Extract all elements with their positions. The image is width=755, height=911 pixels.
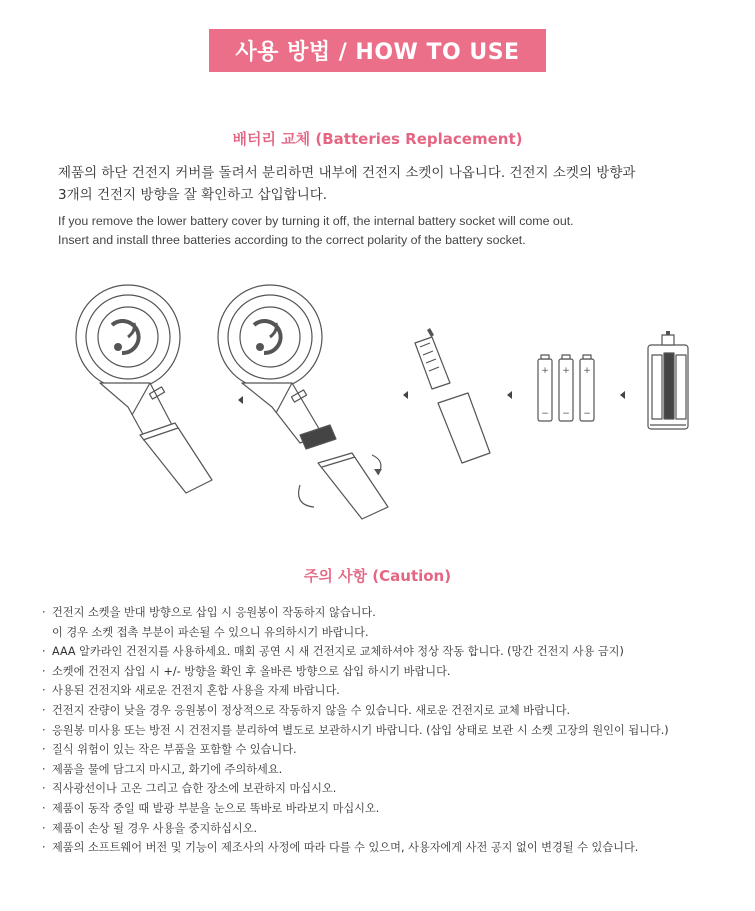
three-aaa-batteries-icon [538, 355, 594, 421]
arrow-icon [620, 391, 625, 399]
caution-heading: 주의 사항 (Caution) [303, 567, 452, 585]
svg-text:−: − [562, 409, 570, 419]
arrow-icon [238, 396, 243, 404]
svg-text:−: − [583, 409, 591, 419]
caution-item-text: 건전지 잔량이 낮을 경우 응원봉이 정상적으로 작동하지 않을 수 있습니다. 새로운 건전지로 교체 바랍니다. [52, 703, 571, 717]
caution-item [42, 819, 732, 839]
caution-item-text: 소켓에 건전지 삽입 시 +/- 방향을 확인 후 올바른 방향으로 삽입 하시기 바랍니다. [52, 664, 451, 678]
caution-item-text: AAA 알카라인 건전지를 사용하세요. 매회 공연 시 새 건전지로 교체하셔야 정상 작동 합니다. (망간 건전지 사용 금지) [52, 645, 624, 659]
arrow-icon [403, 391, 408, 399]
caution-item [42, 681, 732, 701]
arrow-icon [507, 391, 512, 399]
bullet: · [42, 782, 46, 796]
bullet: · [42, 723, 46, 737]
batteries-en-line: Insert and install three batteries according to the correct polarity of the battery socket. [58, 233, 526, 247]
bullet: · [42, 645, 46, 659]
caution-item [42, 760, 732, 780]
caution-item [42, 603, 732, 642]
caution-item-text: 제품의 소프트웨어 버전 및 기능이 제조사의 사정에 따라 다를 수 있으며, 사용자에게 사전 공지 없이 변경될 수 있습니다. [52, 841, 639, 855]
caution-item [42, 662, 732, 682]
svg-text:−: − [541, 409, 549, 419]
socket-with-batteries-icon [648, 331, 688, 429]
bullet: · [42, 762, 46, 776]
caution-item-text: 사용된 건전지와 새로운 건전지 혼합 사용을 자제 바랍니다. [52, 684, 340, 698]
caution-item [42, 799, 732, 819]
caution-item [42, 779, 732, 799]
caution-item [42, 701, 732, 721]
bullet: · [42, 743, 46, 757]
bullet: · [42, 664, 46, 678]
caution-item-text: 제품을 물에 담그지 마시고, 화기에 주의하세요. [52, 762, 283, 776]
svg-text:+: + [583, 366, 591, 376]
battery-replacement-illustration [0, 275, 755, 535]
lightstick-cover-attached-icon [76, 285, 212, 493]
caution-item-text: 직사광선이나 고온 그리고 습한 장소에 보관하지 마십시오. [52, 782, 337, 796]
bullet: · [42, 684, 46, 698]
lightstick-cover-removed-icon [218, 285, 388, 519]
caution-item-text: 제품이 손상 될 경우 사용을 중지하십시오. [52, 821, 258, 835]
bullet: · [42, 821, 46, 835]
page-title: 사용 방법 / HOW TO USE [209, 29, 546, 72]
caution-item [42, 838, 732, 858]
caution-item-text: 건전지 소켓을 반대 방향으로 삽입 시 응원봉이 작동하지 않습니다. [52, 606, 376, 619]
caution-item [42, 642, 732, 662]
caution-item-text: 응원봉 미사용 또는 방전 시 건전지를 분리하여 별도로 보관하시기 바랍니다. (삽입 상태로 보관 시 소켓 고장의 원인이 됩니다.) [52, 723, 669, 737]
batteries-en-description [58, 212, 718, 250]
caution-list [42, 603, 732, 858]
caution-item [42, 721, 732, 741]
svg-text:+: + [562, 366, 570, 376]
batteries-en-line: If you remove the lower battery cover by turning it off, the internal battery socket will come out. [58, 214, 574, 228]
battery-socket-icon [415, 328, 490, 463]
caution-item-subtext: 이 경우 소켓 접촉 부분이 파손될 수 있으니 유의하시기 바랍니다. [52, 625, 369, 639]
batteries-ko-line: 제품의 하단 건전지 커버를 돌려서 분리하면 내부에 건전지 소켓이 나옵니다. 건전지 소켓의 방향과 [58, 165, 636, 181]
batteries-ko-description [58, 162, 718, 206]
svg-text:+: + [541, 366, 549, 376]
bullet: · [42, 841, 46, 855]
caution-item-text: 제품이 동작 중일 때 발광 부분을 눈으로 똑바로 바라보지 마십시오. [52, 801, 380, 815]
caution-item [42, 740, 732, 760]
bullet: · [42, 801, 46, 815]
batteries-heading: 배터리 교체 (Batteries Replacement) [232, 130, 523, 148]
caution-item-text: 질식 위험이 있는 작은 부품을 포함할 수 있습니다. [52, 743, 297, 757]
batteries-ko-line: 3개의 건전지 방향을 잘 확인하고 삽입합니다. [58, 187, 328, 203]
bullet: · [42, 703, 46, 717]
bullet: · [42, 606, 46, 619]
